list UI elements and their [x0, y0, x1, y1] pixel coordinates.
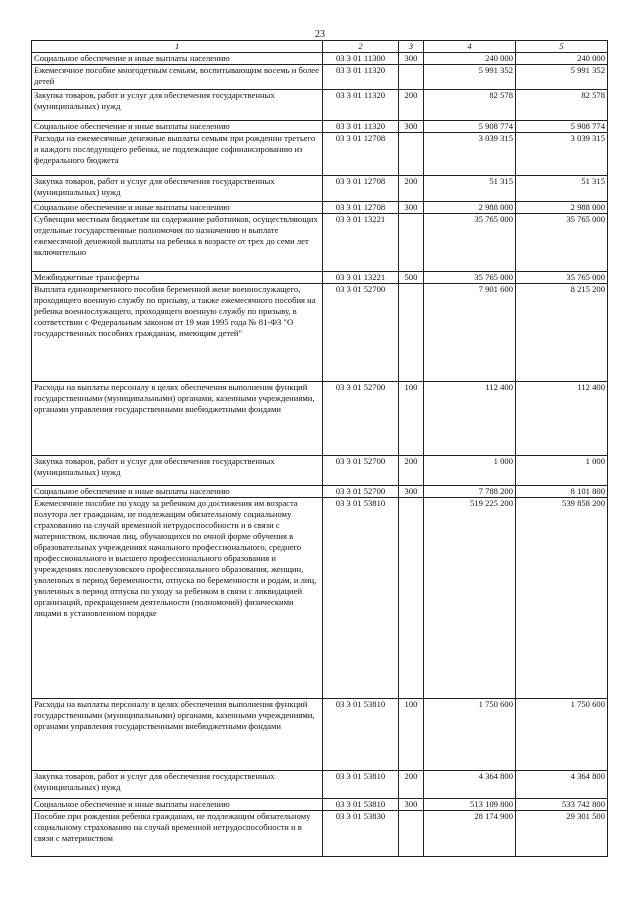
- table-row: [32, 486, 608, 498]
- budget-table: [31, 40, 608, 857]
- row-name: Расходы на выплаты персоналу в целях обеспечения выполнения функций государственными (муниципальными) органами, казенными учреждениями, органами управления государственными внебюджетными фондами: [32, 382, 323, 456]
- table-row: [32, 90, 608, 121]
- row-name: Выплата единовременного пособия беременной жене военнослужащего, проходящего военную службу по призыву, а также ежемесячного пособия на ребенка военнослужащего, проходящего военную службу по призыву, в соответствии с Федеральным законом от 19 мая 1995 года № 81-ФЗ "О государственных пособиях гражданам, имеющим детей": [32, 284, 323, 382]
- table-row: [32, 133, 608, 176]
- row-amount-year1: 4 364 800: [424, 771, 516, 799]
- row-amount-year1: 3 039 315: [424, 133, 516, 176]
- row-vr: [399, 811, 424, 857]
- table-row: [32, 65, 608, 90]
- row-code: 03 3 01 52700: [323, 284, 399, 382]
- row-amount-year1: 51 315: [424, 176, 516, 202]
- row-name: Ежемесячное пособие по уходу за ребенком до достижения им возраста полутора лет гражданам, не подлежащим обязательному социальному страхованию на случай временной нетрудоспособности и в связи с материнством, включая лиц, обучающихся по очной форме обучения в образовательных учреждениях начального профессионального, среднего профессионального и высшего профессионального образования и учреждениях послевузовского профессионального образования, женщин, уволенных в период беременности, отпуска по беременности и родам, и лиц, уволенных в период отпуска по уходу за ребенком в связи с ликвидацией организаций, прекращением деятельности (полномочий) физическими лицами в установленном порядке: [32, 498, 323, 699]
- row-vr: 200: [399, 176, 424, 202]
- row-vr: 300: [399, 121, 424, 133]
- row-code: 03 3 01 12708: [323, 202, 399, 214]
- row-code: 03 3 01 53810: [323, 771, 399, 799]
- row-vr: 100: [399, 382, 424, 456]
- row-name: Расходы на ежемесячные денежные выплаты семьям при рождении третьего и каждого последующего ребенка, не подлежащие софинансированию из федерального бюджета: [32, 133, 323, 176]
- row-amount-year2: 35 765 000: [516, 272, 608, 284]
- row-code: 03 3 01 12708: [323, 176, 399, 202]
- row-code: 03 3 01 53810: [323, 699, 399, 771]
- row-amount-year1: 7 788 200: [424, 486, 516, 498]
- row-name: Закупка товаров, работ и услуг для обеспечения государственных (муниципальных) нужд: [32, 456, 323, 486]
- row-vr: 100: [399, 699, 424, 771]
- row-name: Социальное обеспечение и иные выплаты населению: [32, 202, 323, 214]
- row-code: 03 3 01 52700: [323, 382, 399, 456]
- row-amount-year2: 533 742 800: [516, 799, 608, 811]
- row-vr: [399, 284, 424, 382]
- row-name: Пособие при рождении ребенка гражданам, не подлежащим обязательному социальному страхованию на случай временной нетрудоспособности и в связи с материнством: [32, 811, 323, 857]
- table-row: [32, 284, 608, 382]
- table-row: [32, 214, 608, 272]
- row-amount-year2: 4 364 800: [516, 771, 608, 799]
- row-name: Ежемесячное пособие многодетным семьям, воспитывающим восемь и более детей: [32, 65, 323, 90]
- row-amount-year2: 2 988 000: [516, 202, 608, 214]
- row-name: Закупка товаров, работ и услуг для обеспечения государственных (муниципальных) нужд: [32, 176, 323, 202]
- row-amount-year1: 28 174 900: [424, 811, 516, 857]
- table-header-row: [32, 41, 608, 53]
- row-vr: 300: [399, 202, 424, 214]
- row-amount-year2: 3 039 315: [516, 133, 608, 176]
- row-vr: [399, 133, 424, 176]
- row-amount-year2: 29 301 500: [516, 811, 608, 857]
- row-code: 03 3 01 53810: [323, 498, 399, 699]
- row-amount-year1: 2 988 000: [424, 202, 516, 214]
- row-vr: 300: [399, 53, 424, 65]
- header-cell: 1: [32, 41, 323, 53]
- row-name: Закупка товаров, работ и услуг для обеспечения государственных (муниципальных) нужд: [32, 90, 323, 121]
- row-code: 03 3 01 11320: [323, 65, 399, 90]
- row-code: 03 3 01 53830: [323, 811, 399, 857]
- row-amount-year1: 7 901 600: [424, 284, 516, 382]
- row-code: 03 3 01 12708: [323, 133, 399, 176]
- table-row: [32, 121, 608, 133]
- row-amount-year2: 539 858 200: [516, 498, 608, 699]
- row-amount-year2: 1 750 600: [516, 699, 608, 771]
- table-row: [32, 811, 608, 857]
- row-amount-year1: 35 765 000: [424, 214, 516, 272]
- row-name: Расходы на выплаты персоналу в целях обеспечения выполнения функций государственными (муниципальными) органами, казенными учреждениями, органами управления государственными внебюджетными фондами: [32, 699, 323, 771]
- row-amount-year2: 82 578: [516, 90, 608, 121]
- row-name: Субвенции местным бюджетам на содержание работников, осуществляющих отдельные государственные полномочия по назначению и выплате ежемесячной денежной выплаты на ребенка в возрасте от трех до семи лет включительно: [32, 214, 323, 272]
- row-amount-year2: 35 765 000: [516, 214, 608, 272]
- table-row: [32, 53, 608, 65]
- row-vr: [399, 65, 424, 90]
- row-code: 03 3 01 11320: [323, 121, 399, 133]
- row-vr: 300: [399, 486, 424, 498]
- table-row: [32, 799, 608, 811]
- row-code: 03 3 01 52700: [323, 486, 399, 498]
- row-vr: 200: [399, 456, 424, 486]
- table-row: [32, 382, 608, 456]
- table-row: [32, 498, 608, 699]
- row-code: 03 3 01 13221: [323, 214, 399, 272]
- table-row: [32, 771, 608, 799]
- row-amount-year1: 519 225 200: [424, 498, 516, 699]
- row-amount-year1: 513 109 800: [424, 799, 516, 811]
- row-amount-year1: 82 578: [424, 90, 516, 121]
- row-amount-year2: 8 101 800: [516, 486, 608, 498]
- row-vr: 500: [399, 272, 424, 284]
- row-amount-year1: 1 000: [424, 456, 516, 486]
- row-code: 03 3 01 53810: [323, 799, 399, 811]
- row-amount-year1: 1 750 600: [424, 699, 516, 771]
- table-row: [32, 202, 608, 214]
- row-vr: 300: [399, 799, 424, 811]
- row-vr: [399, 498, 424, 699]
- row-name: Социальное обеспечение и иные выплаты населению: [32, 121, 323, 133]
- row-code: 03 3 01 52700: [323, 456, 399, 486]
- row-name: Социальное обеспечение и иные выплаты населению: [32, 799, 323, 811]
- header-cell: 4: [424, 41, 516, 53]
- row-amount-year2: 5 908 774: [516, 121, 608, 133]
- row-amount-year2: 5 991 352: [516, 65, 608, 90]
- row-amount-year2: 240 000: [516, 53, 608, 65]
- table-row: [32, 176, 608, 202]
- row-amount-year2: 112 400: [516, 382, 608, 456]
- row-code: 03 3 01 11300: [323, 53, 399, 65]
- row-vr: 200: [399, 771, 424, 799]
- row-vr: 200: [399, 90, 424, 121]
- table-row: [32, 456, 608, 486]
- row-amount-year2: 51 315: [516, 176, 608, 202]
- row-vr: [399, 214, 424, 272]
- page-number: 23: [315, 29, 325, 40]
- header-cell: 5: [516, 41, 608, 53]
- row-code: 03 3 01 11320: [323, 90, 399, 121]
- row-amount-year2: 1 000: [516, 456, 608, 486]
- row-amount-year2: 8 215 200: [516, 284, 608, 382]
- row-name: Закупка товаров, работ и услуг для обеспечения государственных (муниципальных) нужд: [32, 771, 323, 799]
- row-name: Социальное обеспечение и иные выплаты населению: [32, 486, 323, 498]
- header-cell: 3: [399, 41, 424, 53]
- row-code: 03 3 01 13221: [323, 272, 399, 284]
- row-amount-year1: 35 765 000: [424, 272, 516, 284]
- table-row: [32, 699, 608, 771]
- row-name: Социальное обеспечение и иные выплаты населению: [32, 53, 323, 65]
- row-amount-year1: 5 991 352: [424, 65, 516, 90]
- table-row: [32, 272, 608, 284]
- header-cell: 2: [323, 41, 399, 53]
- row-amount-year1: 112 400: [424, 382, 516, 456]
- row-amount-year1: 240 000: [424, 53, 516, 65]
- row-name: Межбюджетные трансферты: [32, 272, 323, 284]
- row-amount-year1: 5 908 774: [424, 121, 516, 133]
